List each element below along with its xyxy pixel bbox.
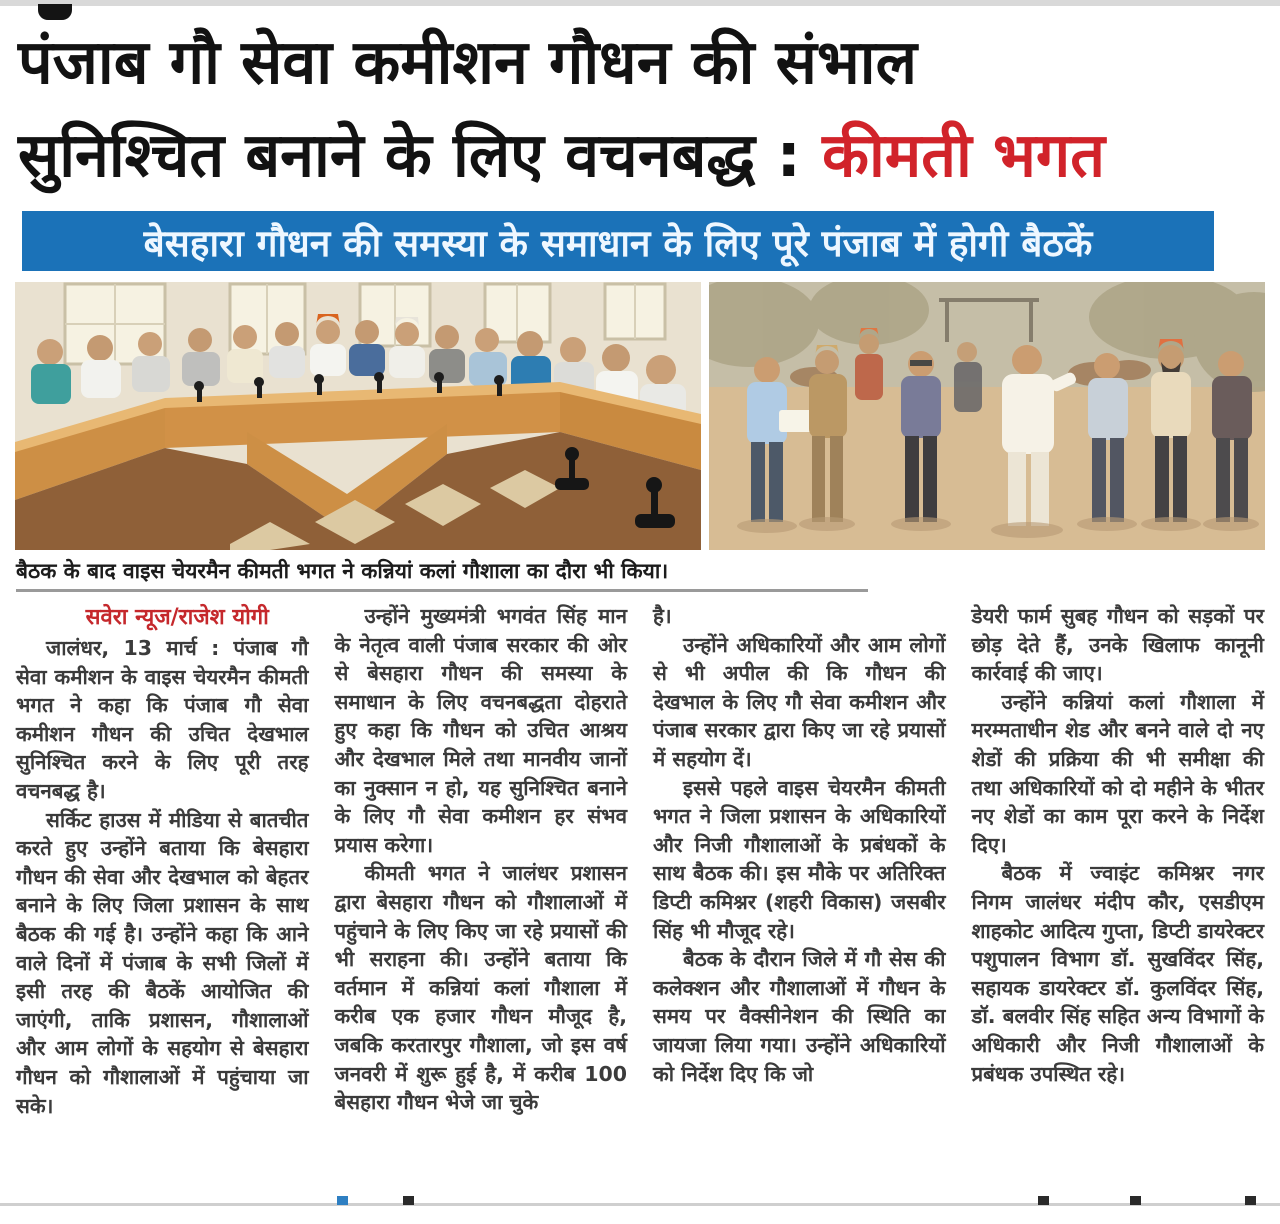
caption-divider [16, 589, 868, 592]
meeting-room-photo [15, 282, 701, 550]
page-top-crop-strip [0, 0, 1280, 6]
meeting-room-illustration [15, 282, 701, 550]
byline: सवेरा न्यूज/राजेश योगी [85, 605, 269, 630]
subheadline-banner [22, 211, 1214, 271]
article-paragraph: बैठक में ज्वाइंट कमिश्नर नगर निगम जालंधर मंदीप कौर, एसडीएम शाहकोट आदित्य गुप्ता, डिप्टी डायरेक्टर पशुपालन विभाग डॉ. सुखविंदर सिंह, सहायक डायरेक्टर डॉ. कुलविंदर सिंह, डॉ. बलवीर सिंह सहित अन्य विभागों के अधिकारी और निजी गौशालाओं के प्रबंधक उपस्थित रहे। [971, 861, 1264, 1086]
article-paragraph: है। [653, 604, 672, 628]
page-bottom-crop-strip [0, 1203, 1280, 1206]
cropped-text-remnant [337, 1196, 348, 1205]
article-column-4 [972, 602, 1265, 1194]
headline-line1: पंजाब गौ सेवा कमीशन गौधन की संभाल [18, 27, 917, 98]
headline-line2-black: सुनिश्चित बनाने के लिए वचनबद्ध : [18, 120, 823, 191]
article-body [16, 602, 1264, 1194]
cropped-text-remnant [1130, 1196, 1141, 1205]
gaushala-visit-photo [709, 282, 1265, 550]
cropped-text-remnant [1245, 1196, 1256, 1205]
article-paragraph: उन्होंने अधिकारियों और आम लोगों से भी अपील की कि गौधन की देखभाल के लिए गौ सेवा कमीशन और पंजाब सरकार द्वारा किए जा रहे प्रयासों में सहयोग दें। [653, 632, 946, 771]
subheadline-text: बेसहारा गौधन की समस्या के समाधान के लिए पूरे पंजाब में होगी बैठकें [143, 221, 1093, 265]
article-column-3 [653, 602, 946, 1194]
article-paragraph: इससे पहले वाइस चेयरमैन कीमती भगत ने जिला प्रशासन के अधिकारियों और निजी गौशालाओं के प्रबंधकों के साथ बैठक की। इस मौके पर अतिरिक्त डिप्टी कमिश्नर (शहरी विकास) जसबीर सिंह भी मौजूद रहे। [653, 775, 946, 943]
article-paragraph: बैठक के दौरान जिले में गौ सेस की कलेक्शन और गौशालाओं में गौधन के समय पर वैक्सीनेशन की स्थिति का जायजा लिया गया। उन्होंने अधिकारियों को निर्देश दिए कि जो [653, 947, 946, 1086]
article-paragraph: कीमती भगत ने जालंधर प्रशासन द्वारा बेसहारा गौधन को गौशालाओं में पहुंचाने के लिए किए जा रहे प्रयासों की भी सराहना की। उन्होंने बताया कि वर्तमान में कन्नियां कलां गौशाला में करीब एक हजार गौधन मौजूद है, जबकि करतारपुर गौशाला, जो इस वर्ष जनवरी में शुरू हुई है, में करीब 100 बेसहारा गौधन भेजे जा चुके [334, 861, 627, 1115]
article-paragraph: उन्होंने मुख्यमंत्री भगवंत सिंह मान के नेतृत्व वाली पंजाब सरकार की ओर से बेसहारा गौधन की समस्या के समाधान के लिए वचनबद्धता दोहराते हुए कहा कि गौधन को उचित आश्रय और देखभाल मिले तथा मानवीय जानों का नुक्सान न हो, यह सुनिश्चित बनाने के लिए गौ सेवा कमीशन हर संभव प्रयास करेगा। [334, 604, 627, 857]
article-paragraph: जालंधर, 13 मार्च : पंजाब गौ सेवा कमीशन के वाइस चेयरमैन कीमती भगत ने कहा कि पंजाब गौ सेवा कमीशन गौधन की उचित देखभाल सुनिश्चित करने के लिए पूरी तरह वचनबद्ध है। [16, 636, 309, 803]
article-paragraph: सर्किट हाउस में मीडिया से बातचीत करते हुए उन्होंने बताया कि बेसहारा गौधन की सेवा और देखभाल को बेहतर बनाने के लिए जिला प्रशासन के साथ बैठक की गई है। उन्होंने कहा कि आने वाले दिनों में पंजाब के सभी जिलों में इसी तरह की बैठकें आयोजित की जाएंगी, ताकि प्रशासन, गौशालाओं और आम लोगों के सहयोग से बेसहारा गौधन को गौशालाओं में पहुंचाया जा सके। [16, 807, 309, 1118]
article-column-2 [335, 602, 628, 1194]
gaushala-visit-illustration [709, 282, 1265, 550]
article-paragraph: उन्होंने कन्नियां कलां गौशाला में मरम्मताधीन शेड और बनने वाले दो नए शेडों की प्रक्रिया की भी समीक्षा की तथा अधिकारियों को दो महीने के भीतर नए शेडों का काम पूरा करने के निर्देश दिए। [971, 689, 1264, 857]
headline-line2-red: कीमती भगत [822, 120, 1106, 191]
article-column-1 [16, 602, 309, 1194]
headline [18, 16, 1262, 204]
headline-line2 [18, 109, 1262, 202]
cropped-text-remnant [403, 1196, 414, 1205]
photo-caption: बैठक के बाद वाइस चेयरमैन कीमती भगत ने कन्नियां कलां गौशाला का दौरा भी किया। [16, 559, 669, 583]
cropped-text-remnant [1038, 1196, 1049, 1205]
article-paragraph: डेयरी फार्म सुबह गौधन को सड़कों पर छोड़ देते हैं, उनके खिलाफ कानूनी कार्रवाई की जाए। [971, 604, 1264, 686]
